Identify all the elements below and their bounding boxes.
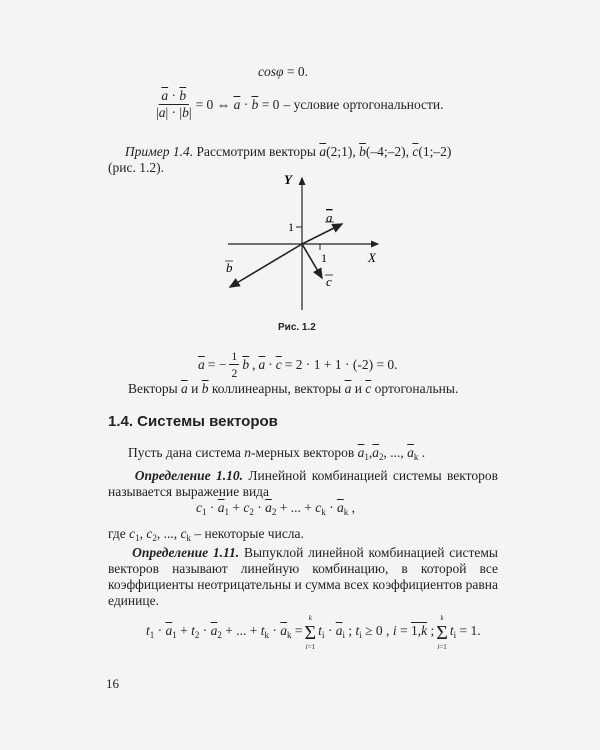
x-label: X <box>368 250 376 265</box>
def110-label: Определение 1.10. <box>134 468 243 483</box>
figure-caption: Рис. 1.2 <box>278 322 316 333</box>
example-paragraph: Пример 1.4. Рассмотрим векторы $\overline{a}(2;1)$, $\overline{b}(-4;-2)$, $\overline{c}(1;-2)$ (рис. 1.2). <box>108 144 452 175</box>
collinear-text: Векторы $\overline{a}$ и $\overline{b}$ коллинеарны, векторы $\overline{a}$ и $\overline{c}$ ортогональны. <box>128 381 459 396</box>
vector-b-label: b <box>226 260 233 275</box>
y-tick-label: 1 <box>288 220 294 234</box>
def110-formula: $c_1 \cdot \overline{a}_1 + c_2 \cdot \overline{a}_2$ + ... + $c_k \cdot \overline{a}_k$ , <box>196 500 355 517</box>
example-label: Пример 1.4. <box>124 144 194 159</box>
def111-formula: $t_1 \cdot \overline{a}_1 + t_2 \cdot \overline{a}_2$ + ... + $t_k \cdot \overline{a}_k$ = k Σ i=1 $t_i \cdot \overline{a}_i$ ; $t_i \ge 0$ , i = 1,k ; k Σ i=1 $t_i = 1$. <box>146 614 481 651</box>
def111-label: Определение 1.11. <box>132 545 240 560</box>
intro-text: Пусть дана система n-мерных векторов $\overline{a}_1,\overline{a}_2$, ..., $\overline{a}_k$ . <box>128 445 426 462</box>
definition-1-10 <box>108 468 498 500</box>
x-tick-label: 1 <box>321 251 327 265</box>
vector-c-arrow <box>302 244 322 278</box>
example-ref: (рис. 1.2). <box>108 160 164 175</box>
orth-fraction: $\frac{\overline{a} \cdot \overline{b}}{|\overline{a}| \cdot |\overline{b}|}$ <box>156 88 192 120</box>
formula-collinear: $\overline{a}$ = − $\frac{1}{2}$ $\overline{b}$ , $\overline{a}$ · $\overline{c}$ = 2 · 1 + 1 · (-2) = 0. <box>198 349 398 380</box>
page-number: 16 <box>106 676 119 691</box>
formula-cos: cosφ = 0. <box>258 64 308 79</box>
definition-1-11 <box>108 545 498 609</box>
vector-c-label: c <box>326 274 332 289</box>
vector-a-label: a <box>326 210 333 225</box>
orth-text: – условие ортогональности. <box>283 96 444 112</box>
def110-where: где $c_1$, $c_2$, ..., $c_k$ – некоторые числа. <box>108 526 304 543</box>
def111-text: Выпуклой линейной комбинацией системы векторов называют линейную комбинацию, в которой все коэффициенты неотрицательны и сумма всех коэффициентов равна единице. <box>108 545 498 608</box>
y-label: Y <box>284 172 292 187</box>
def110-text: Линейной комбинацией системы векторов называется выражение вида <box>108 468 499 499</box>
vector-b-arrow <box>230 244 302 287</box>
vector-figure <box>218 170 388 320</box>
section-heading: 1.4. Системы векторов <box>108 413 278 430</box>
formula-orthogonality: $\frac{\overline{a} \cdot \overline{b}}{|\overline{a}| \cdot |\overline{b}|}$ = 0 ⇔ $\overline{a} \cdot \overline{b} = 0$ – условие ортогональности. <box>156 88 444 120</box>
vector-a-arrow <box>302 224 342 244</box>
